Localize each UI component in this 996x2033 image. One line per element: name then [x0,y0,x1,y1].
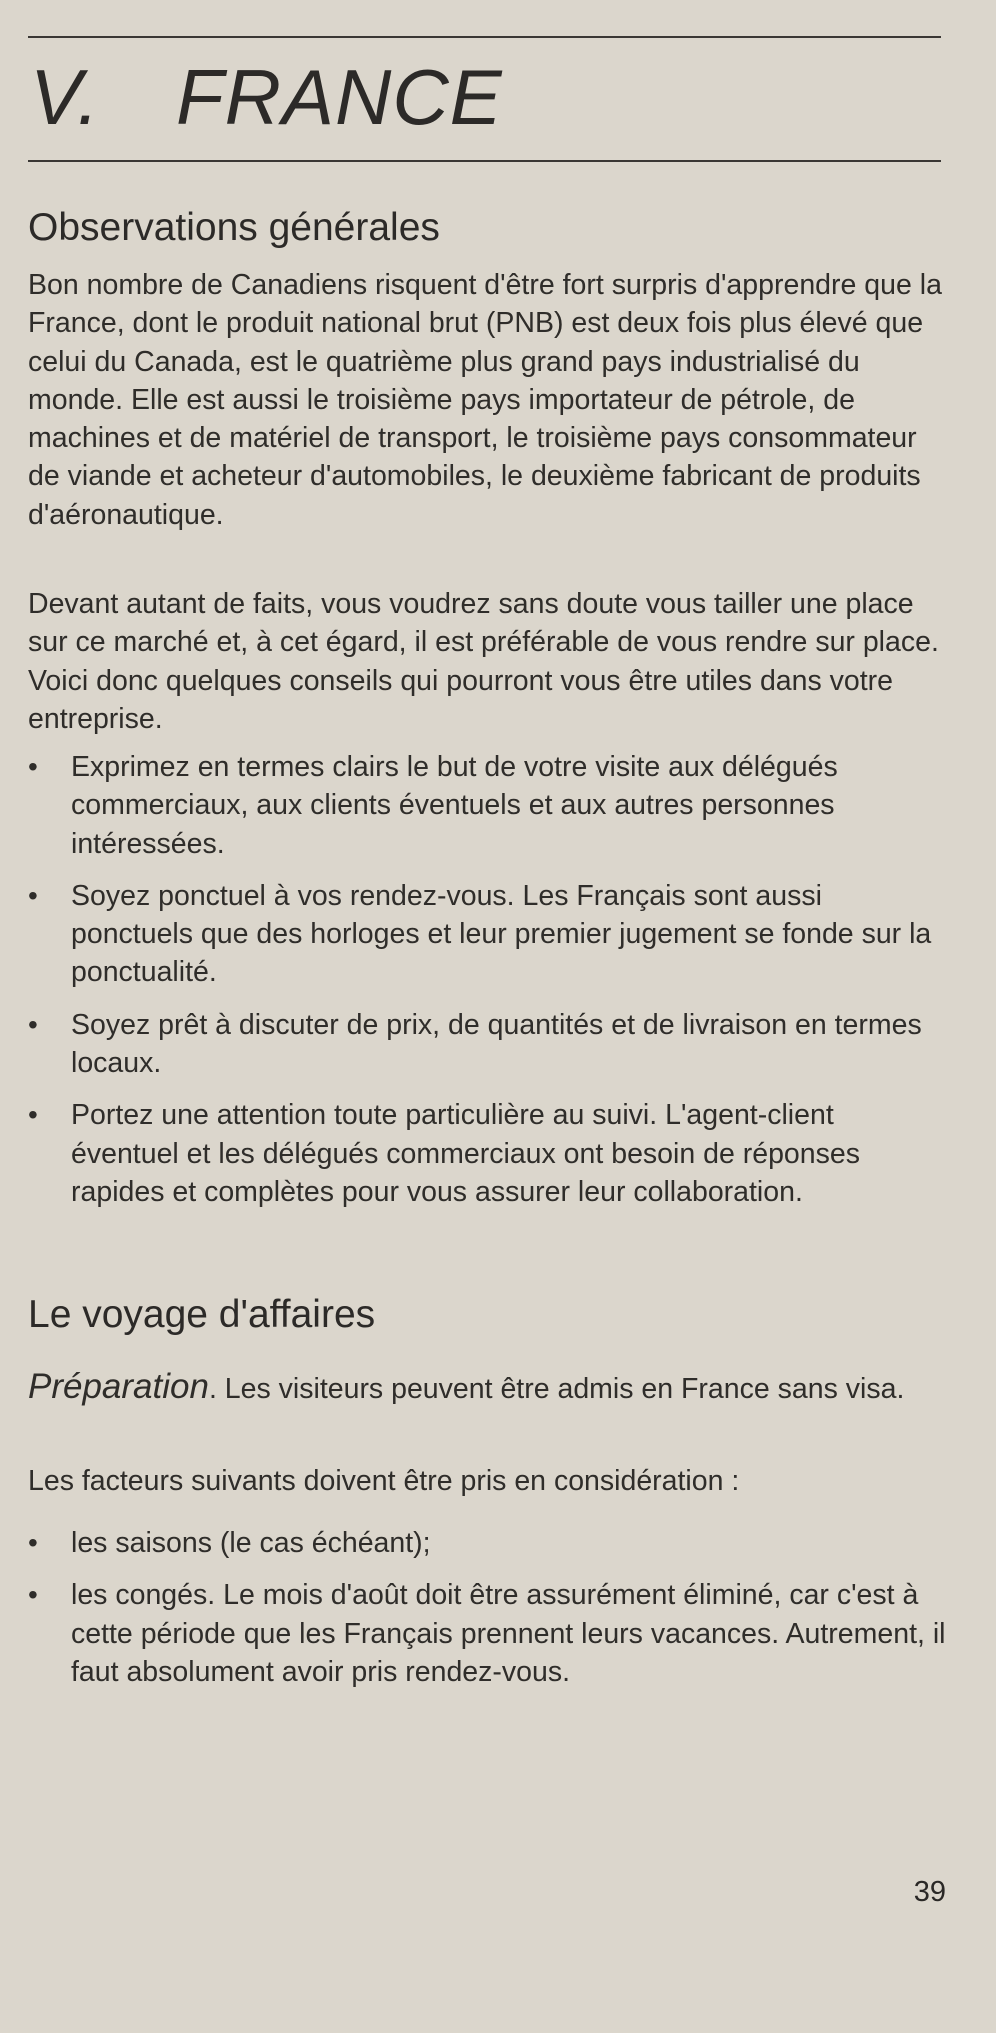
section-heading-voyage: Le voyage d'affaires [28,1293,376,1336]
bullet-icon: • [28,1527,38,1558]
paragraph-factors: Les facteurs suivants doivent être pris en considération : [28,1465,740,1497]
chapter-number: V. [30,53,100,141]
bullet-icon: • [28,1579,38,1611]
list-item: • Portez une attention toute particulière au suivi. L'agent-client éventuel et les délégués commerciaux ont besoin de réponses rapides et complètes pour vous assurer leur collaboration. [28,1096,948,1211]
chapter-name: FRANCE [176,53,503,141]
paragraph-intro: Bon nombre de Canadiens risquent d'être fort surpris d'apprendre que la France, dont le produit national brut (PNB) est deux fois plus élevé que celui du Canada, est le quatrième plus grand pays industrialisé du monde. Elle est aussi le troisième pays importateur de pétrole, de machines et de matériel de transport, le troisième pays consommateur de viande et acheteur d'automobiles, le deuxième fabricant de produits d'aéronautique. [28,269,942,531]
chapter-title [30,53,503,141]
list-item: • les saisons (le cas échéant); [28,1524,948,1562]
bullet-icon: • [28,1099,38,1131]
section-heading-observations: Observations générales [28,206,440,249]
list-item: • Soyez ponctuel à vos rendez-vous. Les Français sont aussi ponctuels que des horloges et leur premier jugement se fonde sur la ponctualité. [28,877,948,992]
bullet-icon: • [28,879,38,911]
page-number: 39 [913,1876,946,1908]
paragraph-advice-intro: Devant autant de faits, vous voudrez sans doute vous tailler une place sur ce marché et, à cet égard, il est préférable de vous rendre sur place. Voici donc quelques conseils qui pourront vous être utiles dans votre entreprise. [28,588,939,735]
bullet-icon: • [28,751,38,782]
bottom-rule [28,160,941,162]
paragraph-preparation: Préparation. Les visiteurs peuvent être admis en France sans visa. [28,1367,905,1406]
advice-list [28,748,948,1211]
factors-list [28,1524,948,1691]
lead-in: Préparation [28,1367,209,1406]
top-rule [28,36,941,38]
list-item: • les congés. Le mois d'août doit être assurément éliminé, car c'est à cette période que les Français prennent leurs vacances. Autrement, il faut absolument avoir pris rendez-vous. [28,1576,948,1691]
bullet-icon: • [28,1008,38,1040]
list-item: • Soyez prêt à discuter de prix, de quantités et de livraison en termes locaux. [28,1006,948,1083]
list-item: • Exprimez en termes clairs le but de votre visite aux délégués commerciaux, aux clients éventuels et aux autres personnes intéressées. [28,748,948,863]
